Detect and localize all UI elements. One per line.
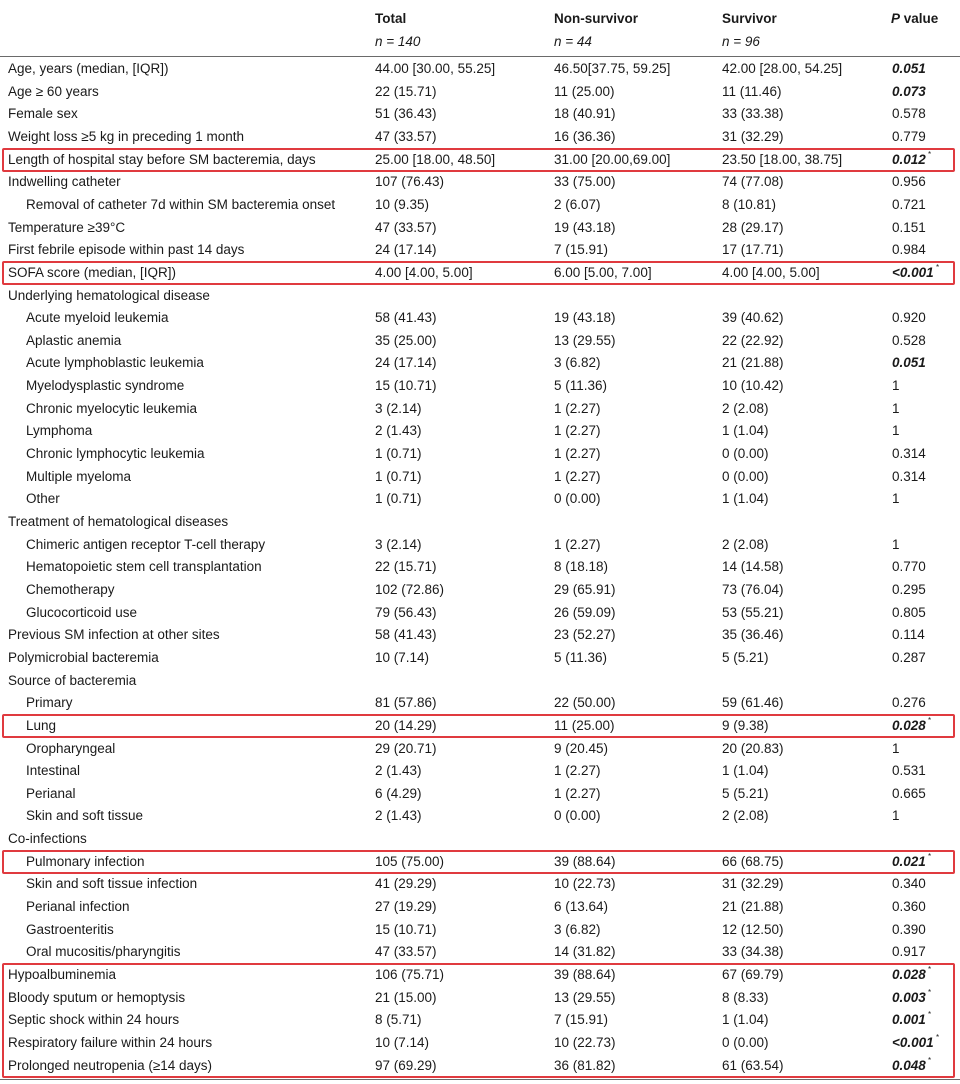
table-subheader-row — [0, 31, 960, 53]
cell-non-survivor: 11 (25.00) — [554, 83, 615, 99]
row-label: Chronic lymphocytic leukemia — [26, 446, 205, 462]
cell-total: 8 (5.71) — [375, 1012, 422, 1028]
cell-survivor: 1 (1.04) — [722, 763, 769, 779]
cell-survivor: 0 (0.00) — [722, 446, 769, 462]
table-header-row — [0, 8, 960, 30]
table-row — [0, 398, 960, 421]
table-row — [0, 81, 960, 104]
row-label: Previous SM infection at other sites — [8, 627, 220, 643]
cell-p-value: 1 — [892, 423, 900, 439]
significance-marker: * — [928, 1010, 932, 1020]
row-label: Multiple myeloma — [26, 468, 132, 484]
cell-survivor: 4.00 [4.00, 5.00] — [722, 264, 820, 280]
row-label: Temperature ≥39°C — [8, 219, 126, 235]
table-row — [0, 488, 960, 511]
row-label: First febrile episode within past 14 days — [8, 242, 245, 258]
cell-p-value: 0.314 — [892, 446, 926, 462]
table-row — [0, 420, 960, 443]
cell-survivor: 23.50 [18.00, 38.75] — [722, 151, 843, 167]
cell-total: 79 (56.43) — [375, 604, 437, 620]
cell-non-survivor: 6.00 [5.00, 7.00] — [554, 264, 652, 280]
row-label: Intestinal — [26, 763, 81, 779]
row-label: Skin and soft tissue infection — [26, 876, 198, 892]
table-row — [0, 330, 960, 353]
row-label: Removal of catheter 7d within SM bacteremia onset — [26, 196, 336, 212]
cell-p-value: 0.276 — [892, 695, 926, 711]
cell-p-value: 0.295 — [892, 581, 926, 597]
table-row — [0, 783, 960, 806]
row-label: Chimeric antigen receptor T-cell therapy — [26, 536, 266, 552]
cell-total: 10 (9.35) — [375, 196, 430, 212]
header-survivor: Survivor — [722, 11, 777, 26]
cell-p-value: <0.001 — [892, 264, 934, 280]
table-row — [0, 375, 960, 398]
cell-survivor: 59 (61.46) — [722, 695, 784, 711]
cell-p-value: 0.528 — [892, 332, 926, 348]
row-label: Bloody sputum or hemoptysis — [8, 989, 186, 1005]
row-label: Age, years (median, [IQR]) — [8, 61, 169, 76]
row-label: Acute lymphoblastic leukemia — [26, 355, 204, 371]
table-row — [0, 171, 960, 194]
table-row — [0, 126, 960, 149]
header-divider — [0, 56, 960, 57]
cell-survivor: 31 (32.29) — [722, 876, 784, 892]
cell-survivor: 5 (5.21) — [722, 785, 769, 801]
table-row — [0, 217, 960, 240]
cell-non-survivor: 10 (22.73) — [554, 1034, 616, 1050]
cell-non-survivor: 0 (0.00) — [554, 808, 601, 824]
row-label: Chemotherapy — [26, 581, 115, 597]
cell-non-survivor: 29 (65.91) — [554, 581, 616, 597]
table-row — [0, 103, 960, 126]
cell-p-value: 0.073 — [892, 83, 926, 99]
cell-total: 44.00 [30.00, 55.25] — [375, 61, 496, 76]
cell-total: 1 (0.71) — [375, 446, 422, 462]
table-row — [0, 307, 960, 330]
table-row — [0, 738, 960, 761]
header-non-survivor: Non-survivor — [554, 11, 639, 26]
cell-total: 106 (75.71) — [375, 967, 445, 982]
cell-p-value: 0.051 — [892, 355, 926, 371]
row-label: Source of bacteremia — [8, 672, 137, 688]
cell-non-survivor: 13 (29.55) — [554, 989, 616, 1005]
cell-total: 15 (10.71) — [375, 378, 437, 394]
cell-survivor: 17 (17.71) — [722, 242, 784, 258]
highlight-box — [2, 850, 955, 875]
cell-total: 24 (17.14) — [375, 355, 437, 371]
row-label: Oral mucositis/pharyngitis — [26, 944, 181, 960]
cell-total: 1 (0.71) — [375, 491, 422, 507]
row-label: Hematopoietic stem cell transplantation — [26, 559, 262, 575]
row-label: Perianal infection — [26, 899, 130, 915]
cell-survivor: 8 (8.33) — [722, 989, 769, 1005]
cell-survivor: 2 (2.08) — [722, 808, 769, 824]
cell-p-value: 0.114 — [892, 627, 925, 643]
row-label: Underlying hematological disease — [8, 287, 210, 303]
cell-survivor: 1 (1.04) — [722, 1012, 769, 1028]
cell-survivor: 61 (63.54) — [722, 1057, 784, 1073]
cell-non-survivor: 7 (15.91) — [554, 242, 609, 258]
cell-total: 4.00 [4.00, 5.00] — [375, 264, 473, 280]
row-label: SOFA score (median, [IQR]) — [8, 264, 177, 280]
cell-non-survivor: 1 (2.27) — [554, 468, 601, 484]
cell-non-survivor: 19 (43.18) — [554, 310, 616, 326]
cell-survivor: 33 (33.38) — [722, 106, 784, 122]
table-row — [0, 692, 960, 715]
significance-marker: * — [928, 1055, 932, 1065]
row-label: Lung — [26, 717, 57, 733]
table-row — [0, 443, 960, 466]
cell-p-value: 0.360 — [892, 899, 926, 915]
cell-survivor: 31 (32.29) — [722, 128, 784, 144]
table-row — [0, 534, 960, 557]
cell-total: 58 (41.43) — [375, 310, 437, 326]
cell-survivor: 12 (12.50) — [722, 921, 784, 937]
cell-p-value: 0.012 — [892, 151, 926, 167]
cell-p-value: 0.770 — [892, 559, 926, 575]
cell-p-value: 0.665 — [892, 785, 926, 801]
cell-non-survivor: 1 (2.27) — [554, 446, 601, 462]
cell-non-survivor: 3 (6.82) — [554, 921, 601, 937]
row-label: Oropharyngeal — [26, 740, 116, 756]
table-row — [0, 919, 960, 942]
cell-p-value: 1 — [892, 536, 900, 552]
cell-survivor: 73 (76.04) — [722, 581, 784, 597]
significance-marker: * — [928, 987, 932, 997]
cell-p-value: 0.956 — [892, 174, 926, 190]
cell-non-survivor: 9 (20.45) — [554, 740, 609, 756]
row-label: Length of hospital stay before SM bacteremia, days — [8, 151, 316, 167]
cell-non-survivor: 3 (6.82) — [554, 355, 601, 371]
row-label: Co-infections — [8, 831, 87, 847]
cell-non-survivor: 1 (2.27) — [554, 423, 601, 439]
cell-survivor: 22 (22.92) — [722, 332, 784, 348]
cell-total: 2 (1.43) — [375, 763, 422, 779]
cell-survivor: 0 (0.00) — [722, 468, 769, 484]
cell-p-value: 0.721 — [892, 196, 926, 212]
row-label: Lymphoma — [26, 423, 93, 439]
cell-survivor: 9 (9.38) — [722, 717, 769, 733]
cell-non-survivor: 1 (2.27) — [554, 763, 601, 779]
cell-total: 22 (15.71) — [375, 559, 437, 575]
cell-p-value: 0.314 — [892, 468, 926, 484]
cell-non-survivor: 46.50[37.75, 59.25] — [554, 61, 671, 76]
cell-non-survivor: 7 (15.91) — [554, 1012, 609, 1028]
cell-p-value: 0.048 — [892, 1057, 926, 1073]
significance-marker: * — [928, 965, 932, 974]
cell-survivor: 35 (36.46) — [722, 627, 784, 643]
cell-p-value: 0.003 — [892, 989, 926, 1005]
cell-total: 97 (69.29) — [375, 1057, 437, 1073]
cell-total: 25.00 [18.00, 48.50] — [375, 151, 496, 167]
cell-non-survivor: 1 (2.27) — [554, 785, 601, 801]
cell-non-survivor: 1 (2.27) — [554, 536, 601, 552]
row-label: Myelodysplastic syndrome — [26, 378, 185, 394]
cell-p-value: 0.028 — [892, 967, 926, 982]
cell-p-value: 0.051 — [892, 61, 926, 76]
cell-p-value: 1 — [892, 740, 900, 756]
cell-p-value: 0.917 — [892, 944, 926, 960]
cell-p-value: 0.578 — [892, 106, 926, 122]
cell-total: 107 (76.43) — [375, 174, 445, 190]
table-row — [0, 760, 960, 783]
cell-survivor: 1 (1.04) — [722, 491, 769, 507]
cell-total: 105 (75.00) — [375, 853, 445, 869]
cell-survivor: 11 (11.46) — [722, 83, 782, 99]
row-label: Age ≥ 60 years — [8, 83, 99, 99]
cell-non-survivor: 19 (43.18) — [554, 219, 616, 235]
table-row — [0, 828, 960, 851]
cell-p-value: 1 — [892, 400, 900, 416]
cell-p-value: 0.920 — [892, 310, 926, 326]
header-p-value: P value — [891, 11, 939, 26]
table-row — [0, 647, 960, 670]
highlight-box — [2, 963, 955, 1078]
row-label: Treatment of hematological diseases — [8, 514, 229, 529]
cell-total: 15 (10.71) — [375, 921, 437, 937]
cell-non-survivor: 14 (31.82) — [554, 944, 616, 960]
cell-p-value: 0.028 — [892, 717, 926, 733]
cell-survivor: 67 (69.79) — [722, 967, 784, 982]
row-label: Aplastic anemia — [26, 332, 122, 348]
cell-survivor: 21 (21.88) — [722, 355, 784, 371]
significance-marker: * — [936, 262, 940, 272]
cell-non-survivor: 2 (6.07) — [554, 196, 601, 212]
cell-total: 10 (7.14) — [375, 1034, 430, 1050]
cell-non-survivor: 33 (75.00) — [554, 174, 616, 190]
table-row — [0, 805, 960, 828]
cell-non-survivor: 23 (52.27) — [554, 627, 616, 643]
cell-p-value: <0.001 — [892, 1034, 934, 1050]
cell-non-survivor: 13 (29.55) — [554, 332, 616, 348]
table-row — [0, 511, 960, 534]
cell-total: 10 (7.14) — [375, 649, 430, 665]
significance-marker: * — [928, 149, 932, 159]
cell-total: 2 (1.43) — [375, 423, 422, 439]
cell-p-value: 0.390 — [892, 921, 926, 937]
row-label: Respiratory failure within 24 hours — [8, 1034, 213, 1050]
cell-total: 24 (17.14) — [375, 242, 437, 258]
table-row — [0, 194, 960, 217]
significance-marker: * — [936, 1032, 940, 1042]
significance-marker: * — [928, 851, 932, 861]
cell-p-value: 0.021 — [892, 853, 926, 869]
cell-non-survivor: 31.00 [20.00,69.00] — [554, 151, 671, 167]
cell-total: 29 (20.71) — [375, 740, 437, 756]
cell-survivor: 42.00 [28.00, 54.25] — [722, 61, 843, 76]
row-label: Acute myeloid leukemia — [26, 310, 169, 326]
table-row — [0, 58, 960, 81]
row-label: Hypoalbuminemia — [8, 967, 117, 982]
row-label: Skin and soft tissue — [26, 808, 144, 824]
cell-total: 58 (41.43) — [375, 627, 437, 643]
row-label: Other — [26, 491, 60, 507]
cell-p-value: 0.779 — [892, 128, 926, 144]
significance-marker: * — [928, 715, 932, 725]
table-row — [0, 556, 960, 579]
highlight-box — [2, 261, 955, 286]
cell-non-survivor: 10 (22.73) — [554, 876, 616, 892]
cell-non-survivor: 22 (50.00) — [554, 695, 616, 711]
cell-non-survivor: 16 (36.36) — [554, 128, 616, 144]
cell-survivor: 21 (21.88) — [722, 899, 784, 915]
cell-non-survivor: 11 (25.00) — [554, 717, 615, 733]
cell-non-survivor: 6 (13.64) — [554, 899, 609, 915]
row-label: Female sex — [8, 106, 78, 122]
cell-survivor: 14 (14.58) — [722, 559, 784, 575]
row-label: Gastroenteritis — [26, 921, 114, 937]
cell-p-value: 0.340 — [892, 876, 926, 892]
row-label: Indwelling catheter — [8, 174, 121, 190]
row-label: Prolonged neutropenia (≥14 days) — [8, 1057, 213, 1073]
n-total: n = 140 — [375, 34, 421, 49]
row-label: Septic shock within 24 hours — [8, 1012, 180, 1028]
cell-non-survivor: 39 (88.64) — [554, 967, 616, 982]
cell-total: 3 (2.14) — [375, 536, 422, 552]
table-row — [0, 941, 960, 964]
cell-total: 35 (25.00) — [375, 332, 437, 348]
cell-non-survivor: 39 (88.64) — [554, 853, 616, 869]
cell-p-value: 0.001 — [892, 1012, 926, 1028]
cell-total: 21 (15.00) — [375, 989, 437, 1005]
cell-survivor: 39 (40.62) — [722, 310, 784, 326]
table-row — [0, 602, 960, 625]
cell-survivor: 2 (2.08) — [722, 536, 769, 552]
cell-survivor: 28 (29.17) — [722, 219, 784, 235]
table-row — [0, 579, 960, 602]
cell-total: 20 (14.29) — [375, 717, 437, 733]
row-label: Polymicrobial bacteremia — [8, 649, 159, 665]
cell-total: 3 (2.14) — [375, 400, 422, 416]
cell-total: 47 (33.57) — [375, 219, 437, 235]
cell-p-value: 1 — [892, 808, 900, 824]
cell-non-survivor: 5 (11.36) — [554, 649, 608, 665]
cell-non-survivor: 5 (11.36) — [554, 378, 608, 394]
cell-total: 1 (0.71) — [375, 468, 422, 484]
cell-total: 47 (33.57) — [375, 128, 437, 144]
row-label: Pulmonary infection — [26, 853, 145, 869]
cell-total: 47 (33.57) — [375, 944, 437, 960]
table-row — [0, 352, 960, 375]
table-bottom-divider — [0, 1079, 960, 1080]
highlight-box — [2, 148, 955, 173]
cell-non-survivor: 0 (0.00) — [554, 491, 601, 507]
table-row — [0, 239, 960, 262]
highlight-box — [2, 714, 955, 739]
cell-survivor: 1 (1.04) — [722, 423, 769, 439]
cell-survivor: 0 (0.00) — [722, 1034, 769, 1050]
cell-total: 51 (36.43) — [375, 106, 437, 122]
cell-survivor: 8 (10.81) — [722, 196, 777, 212]
row-label: Weight loss ≥5 kg in preceding 1 month — [8, 128, 245, 144]
table-row — [0, 873, 960, 896]
cell-survivor: 5 (5.21) — [722, 649, 769, 665]
cell-survivor: 10 (10.42) — [722, 378, 784, 394]
row-label: Chronic myelocytic leukemia — [26, 400, 198, 416]
cell-survivor: 33 (34.38) — [722, 944, 784, 960]
table-row — [0, 466, 960, 489]
cell-p-value: 0.287 — [892, 649, 926, 665]
row-label: Primary — [26, 695, 73, 711]
table-row — [0, 670, 960, 693]
cell-p-value: 0.151 — [892, 219, 926, 235]
cell-total: 102 (72.86) — [375, 581, 445, 597]
cell-non-survivor: 1 (2.27) — [554, 400, 601, 416]
cell-total: 6 (4.29) — [375, 785, 422, 801]
row-label: Perianal — [26, 785, 76, 801]
table-row — [0, 285, 960, 308]
cell-survivor: 2 (2.08) — [722, 400, 769, 416]
cell-p-value: 1 — [892, 491, 900, 507]
cell-non-survivor: 26 (59.09) — [554, 604, 616, 620]
cell-survivor: 66 (68.75) — [722, 853, 784, 869]
cell-p-value: 0.984 — [892, 242, 926, 258]
cell-survivor: 53 (55.21) — [722, 604, 784, 620]
table-row — [0, 624, 960, 647]
cell-total: 41 (29.29) — [375, 876, 437, 892]
cell-p-value: 1 — [892, 378, 900, 394]
cell-total: 81 (57.86) — [375, 695, 437, 711]
n-survivor: n = 96 — [722, 34, 760, 49]
cell-total: 2 (1.43) — [375, 808, 422, 824]
n-non-survivor: n = 44 — [554, 34, 592, 49]
cell-non-survivor: 8 (18.18) — [554, 559, 609, 575]
cell-survivor: 20 (20.83) — [722, 740, 784, 756]
cell-survivor: 74 (77.08) — [722, 174, 784, 190]
row-label: Glucocorticoid use — [26, 604, 138, 620]
cell-total: 27 (19.29) — [375, 899, 437, 915]
cell-p-value: 0.805 — [892, 604, 926, 620]
header-total: Total — [375, 11, 407, 26]
cell-non-survivor: 36 (81.82) — [554, 1057, 616, 1073]
cell-p-value: 0.531 — [892, 763, 926, 779]
cell-non-survivor: 18 (40.91) — [554, 106, 616, 122]
cell-total: 22 (15.71) — [375, 83, 437, 99]
table-row — [0, 896, 960, 919]
